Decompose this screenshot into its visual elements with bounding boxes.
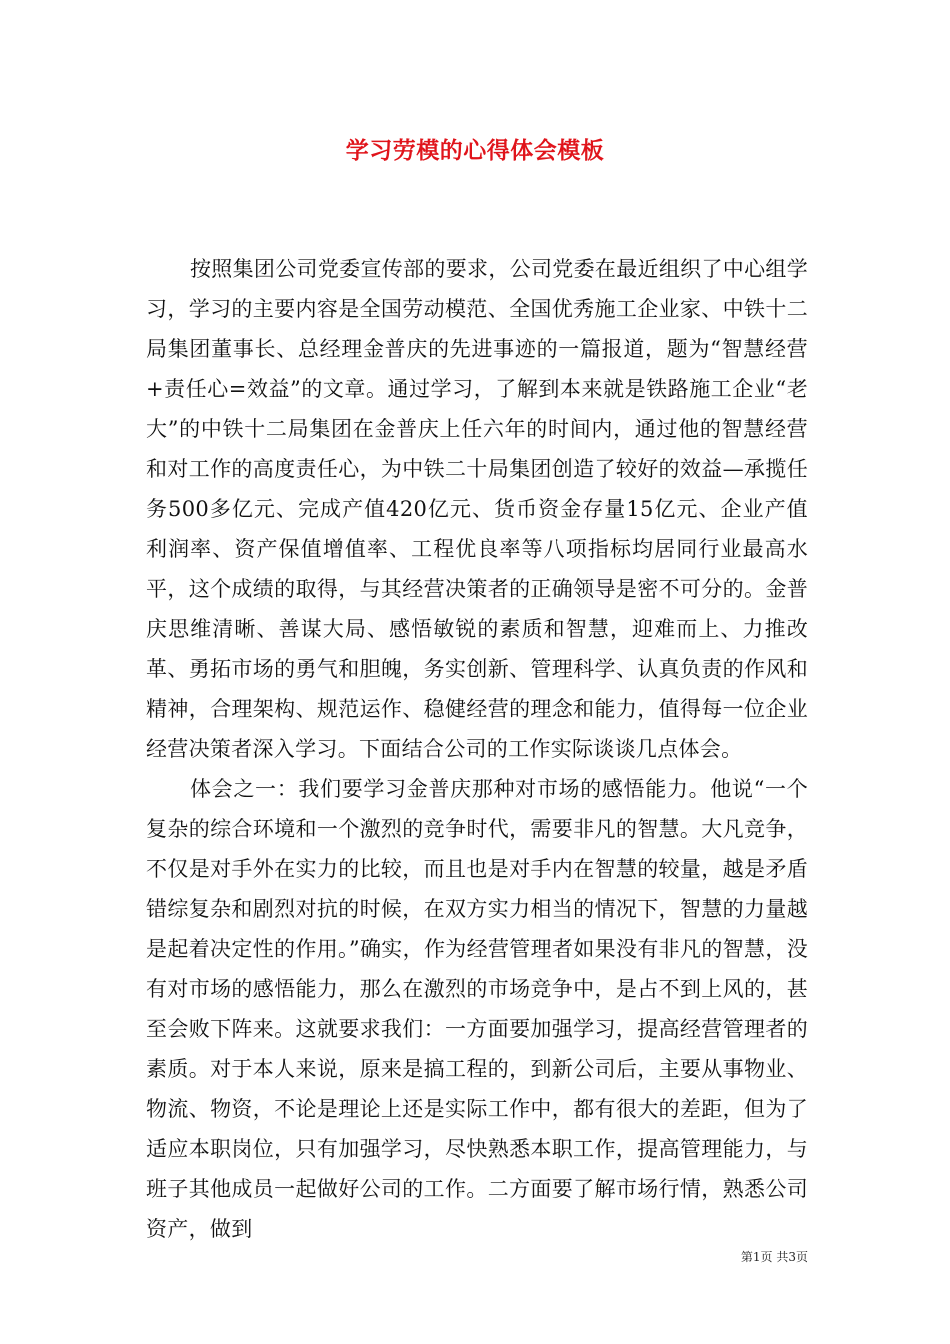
paragraph-2: 体会之一：我们要学习金普庆那种对市场的感悟能力。他说“一个复杂的综合环境和一个激烈的竞争时代，需要非凡的智慧。大凡竞争，不仅是对手外在实力的比较，而且也是对手内在智慧的较量，越是矛盾错综复杂和剧烈对抗的时候，在双方实力相当的情况下，智慧的力量越是起着决定性的作用。”确实，作为经营管理者如果没有非凡的智慧，没有对市场的感悟能力，那么在激烈的市场竞争中，是占不到上风的，甚至会败下阵来。这就要求我们：一方面要加强学习，提高经营管理者的素质。对于本人来说，原来是搞工程的，到新公司后，主要从事物业、物流、物资，不论是理论上还是实际工作中，都有很大的差距，但为了适应本职岗位，只有加强学习，尽快熟悉本职工作，提高管理能力，与班子其他成员一起做好公司的工作。二方面要了解市场行情，熟悉公司资产，做到: [146, 777, 808, 1241]
document-title: 学习劳模的心得体会模板: [345, 137, 605, 164]
page-number-footer: 第1页 共3页: [740, 1250, 808, 1264]
paragraph-1: 按照集团公司党委宣传部的要求，公司党委在最近组织了中心组学习，学习的主要内容是全国劳动模范、全国优秀施工企业家、中铁十二局集团董事长、总经理金普庆的先进事迹的一篇报道，题为“智慧经营+责任心=效益”的文章。通过学习，了解到本来就是铁路施工企业“老大”的中铁十二局集团在金普庆上任六年的时间内，通过他的智慧经营和对工作的高度责任心，为中铁二十局集团创造了较好的效益—承揽任务500多亿元、完成产值420亿元、货币资金存量15亿元、企业产值利润率、资产保值增值率、工程优良率等八项指标均居同行业最高水平，这个成绩的取得，与其经营决策者的正确领导是密不可分的。金普庆思维清晰、善谋大局、感悟敏锐的素质和智慧，迎难而上、力推改革、勇拓市场的勇气和胆魄，务实创新、管理科学、认真负责的作风和精神，合理架构、规范运作、稳健经营的理念和能力，值得每一位企业经营决策者深入学习。下面结合公司的工作实际谈谈几点体会。: [146, 257, 808, 761]
document-body: [146, 249, 808, 1249]
